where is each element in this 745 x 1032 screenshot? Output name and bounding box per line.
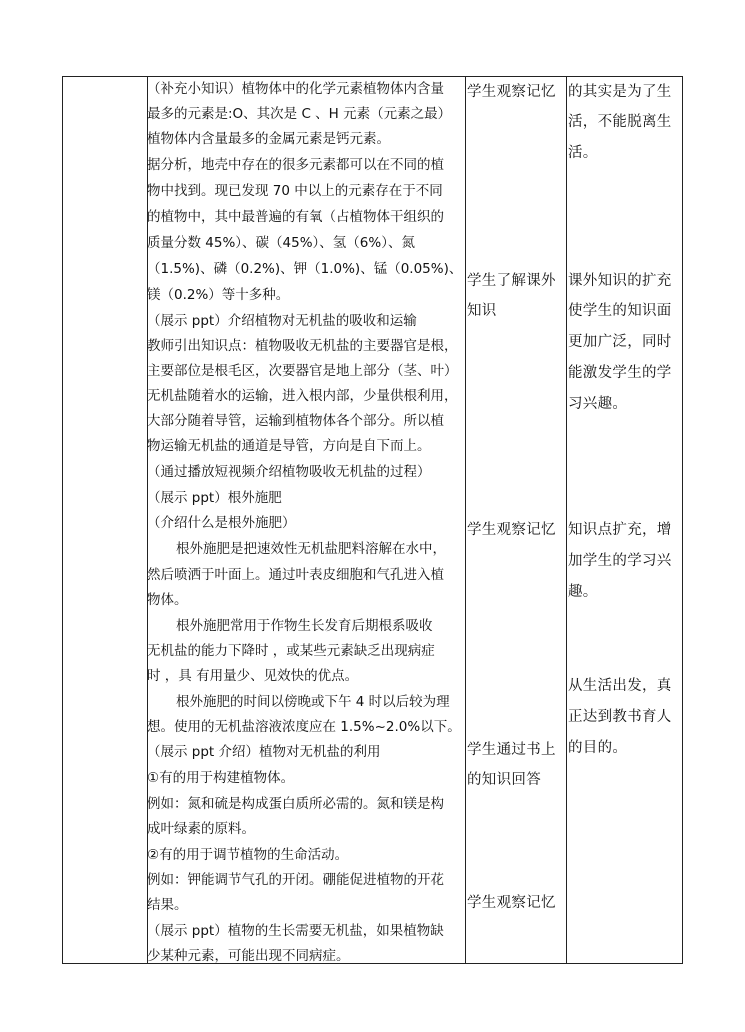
intent-line: 能激发学生的学 xyxy=(568,365,672,381)
intent-line: 的目的。 xyxy=(568,740,628,756)
content-line: 物运输无机盐的通道是导管，方向是自下而上。 xyxy=(147,438,431,454)
content-line: （1.5%)、磷（0.2%)、钾（1.0%)、锰（0.05%)、 xyxy=(147,261,463,277)
content-line: ②有的用于调节植物的生命活动。 xyxy=(147,847,349,863)
intent-line: 活，不能脱离生 xyxy=(568,114,672,130)
student-line: 的知识回答 xyxy=(467,772,541,788)
content-line: 成叶绿素的原料。 xyxy=(147,821,255,837)
intent-line: 使学生的知识面 xyxy=(568,303,672,319)
student-line: 学生观察记忆 xyxy=(467,895,556,911)
intent-line: 的其实是为了生 xyxy=(568,84,672,100)
intent-line: 课外知识的扩充 xyxy=(568,273,672,289)
content-line: （介绍什么是根外施肥） xyxy=(147,515,296,531)
lesson-table xyxy=(62,76,683,964)
intent-line: 正达到教书育人 xyxy=(568,709,672,725)
content-line: （补充小知识）植物体中的化学元素植物体内含量 xyxy=(147,81,444,97)
content-line: ①有的用于构建植物体。 xyxy=(147,770,295,786)
content-line: 无机盐的能力下降时 ，或某些元素缺乏出现病症 xyxy=(147,643,435,659)
content-line: （展示 ppt）植物的生长需要无机盐，如果植物缺 xyxy=(147,923,444,939)
content-line: 例如：氮和硫是构成蛋白质所必需的。氮和镁是构 xyxy=(147,796,444,812)
content-line: 少某种元素，可能出现不同病症。 xyxy=(147,948,350,964)
intent-line: 从生活出发，真 xyxy=(568,678,672,694)
student-line: 学生观察记忆 xyxy=(467,522,556,538)
content-line: 物中找到。现已发现 70 中以上的元素存在于不同 xyxy=(147,183,443,199)
intent-line: 加学生的学习兴 xyxy=(568,553,672,569)
content-line: （展示 ppt 介绍）植物对无机盐的利用 xyxy=(147,744,381,760)
content-line: （展示 ppt）介绍植物对无机盐的吸收和运输 xyxy=(147,313,417,329)
intent-line: 活。 xyxy=(568,145,598,161)
column-divider xyxy=(465,77,466,963)
content-line: 据分析，地壳中存在的很多元素都可以在不同的植 xyxy=(147,157,444,173)
content-line: 最多的元素是:O、其次是 C 、H 元素（元素之最） xyxy=(147,106,452,122)
column-divider xyxy=(566,77,567,963)
content-line: 时 ，具 有用量少、见效快的优点。 xyxy=(147,668,359,684)
content-line: 例如：钾能调节气孔的开闭。硼能促进植物的开花 xyxy=(147,872,444,888)
content-line: 植物体内含量最多的金属元素是钙元素。 xyxy=(147,131,390,147)
content-line: 大部分随着导管，运输到植物体各个部分。所以植 xyxy=(147,413,444,429)
content-line: 无机盐随着水的运输，进入根内部，少量供根利用， xyxy=(147,388,458,404)
content-line: 根外施肥常用于作物生长发育后期根系吸收 xyxy=(176,618,433,634)
content-line: 教师引出知识点：植物吸收无机盐的主要器官是根， xyxy=(147,338,458,354)
content-line: 然后喷洒于叶面上。通过叶表皮细胞和气孔进入植 xyxy=(147,567,444,583)
content-line: 根外施肥是把速效性无机盐肥料溶解在水中， xyxy=(176,541,446,557)
content-line: （展示 ppt）根外施肥 xyxy=(147,490,282,506)
student-line: 学生通过书上 xyxy=(467,742,556,758)
content-line: 镁（0.2%）等十多种。 xyxy=(147,287,290,303)
content-line: 结果。 xyxy=(147,897,188,913)
content-line: 质量分数 45%）、碳（45%）、氢（6%）、氮 xyxy=(147,235,415,251)
intent-line: 知识点扩充，增 xyxy=(568,522,672,538)
intent-line: 更加广泛，同时 xyxy=(568,334,672,350)
student-line: 知识 xyxy=(467,303,497,319)
content-line: 想。使用的无机盐溶液浓度应在 1.5%~2.0%以下。 xyxy=(147,719,461,735)
intent-line: 习兴趣。 xyxy=(568,396,628,412)
content-line: 主要部位是根毛区，次要器官是地上部分（茎、叶） xyxy=(147,363,458,379)
content-line: （通过播放短视频介绍植物吸收无机盐的过程） xyxy=(147,464,431,480)
student-line: 学生观察记忆 xyxy=(467,84,556,100)
intent-line: 趣。 xyxy=(568,584,598,600)
content-line: 的植物中，其中最普遍的有氧（占植物体干组织的 xyxy=(147,209,444,225)
content-line: 根外施肥的时间以傍晚或下午 4 时以后较为理 xyxy=(176,694,450,710)
content-line: 物体。 xyxy=(147,592,188,608)
student-line: 学生了解课外 xyxy=(467,273,556,289)
